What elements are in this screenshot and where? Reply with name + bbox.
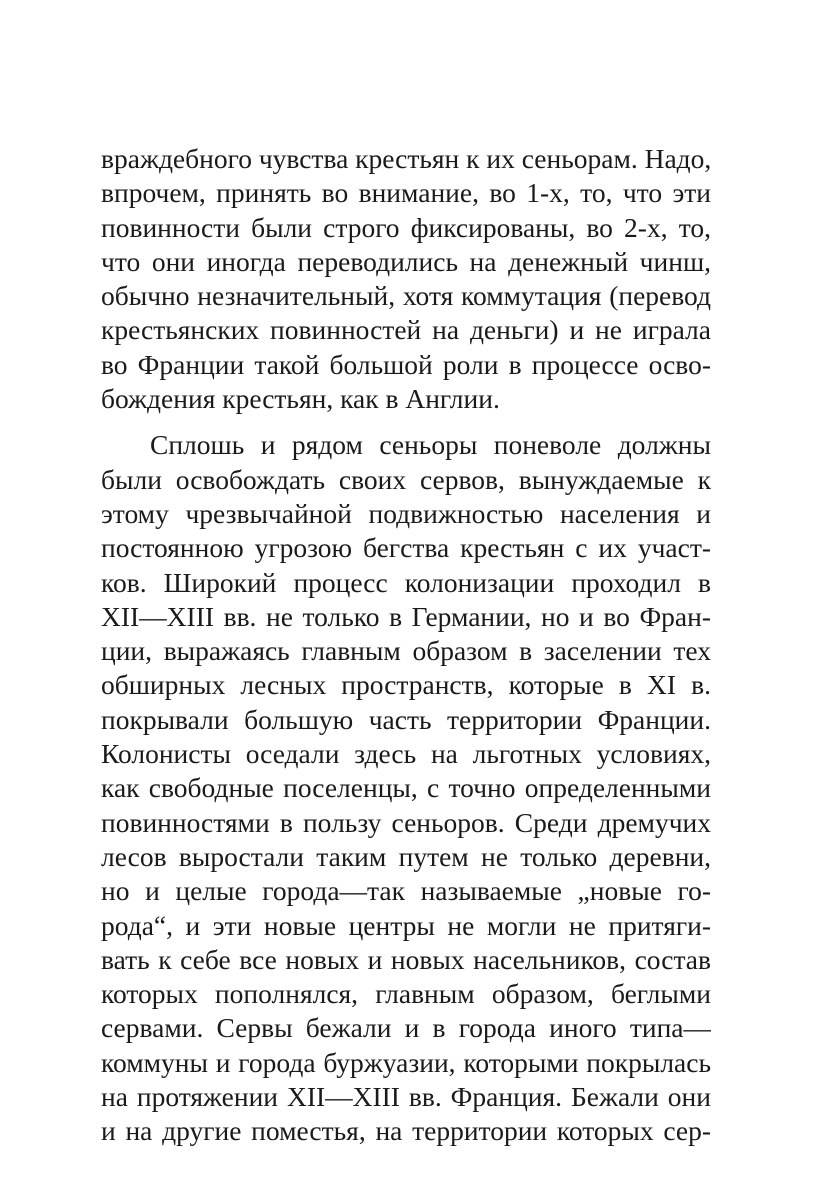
text-line: но и целые города—так называемые „новые го- (101, 875, 711, 907)
text-line: покрывали большую часть территории Франции. (101, 703, 711, 735)
text-line: рода“, и эти новые центры не могли не притяги- (101, 909, 711, 941)
text-line: на протяжении XII—XIII вв. Франция. Бежали они (101, 1081, 711, 1113)
paragraph-1 (101, 142, 711, 416)
text-line: были освобождать своих сервов, вынуждаемые к (101, 463, 711, 495)
text-line: враждебного чувства крестьян к их сеньорам. Надо, (101, 143, 711, 174)
text-line: этому чрезвычайной подвижностью населения и (101, 497, 711, 529)
text-line: повинностями в пользу сеньоров. Среди дремучих (101, 806, 711, 838)
text-line: обычно незначительный, хотя коммутация (перевод (101, 280, 711, 312)
text-line: сервами. Сервы бежали и в города иного типа— (101, 1012, 711, 1044)
text-line: вать к себе все новых и новых насельников, состав (101, 943, 711, 975)
text-line: постоянною угрозою бегства крестьян с их участ- (101, 532, 711, 564)
text-line: повинности были строго фиксированы, во 2-х, то, (101, 211, 711, 243)
text-line: и на другие поместья, на территории которых сер- (101, 1115, 711, 1147)
text-line: которых пополнялся, главным образом, беглыми (101, 978, 711, 1010)
text-line: как свободные поселенцы, с точно определенными (101, 772, 711, 804)
text-line: крестьянских повинностей на деньги) и не играла (101, 314, 711, 346)
text-line: ков. Широкий процесс колонизации проходил в (101, 566, 711, 598)
text-line: Колонисты оседали здесь на льготных условиях, (101, 738, 711, 770)
paragraph-gap (101, 416, 711, 428)
text-line: коммуны и города буржуазии, которыми покрылась (101, 1046, 711, 1078)
text-line: лесов выростали таким путем не только деревни, (101, 840, 711, 872)
text-line: бождения крестьян, как в Англии. (101, 383, 500, 415)
text-line: что они иногда переводились на денежный чинш, (101, 245, 711, 277)
page-text (101, 142, 711, 1149)
text-line: обширных лесных пространств, которые в XI в. (101, 669, 711, 701)
text-line: Сплошь и рядом сеньоры поневоле должны (150, 429, 711, 461)
paragraph-2 (101, 428, 711, 1148)
text-line: ции, выражаясь главным образом в заселении тех (101, 635, 711, 667)
text-line: во Франции такой большой роли в процессе осво- (101, 348, 711, 380)
text-line: впрочем, принять во внимание, во 1-х, то, что эти (101, 177, 711, 209)
text-line: XII—XIII вв. не только в Германии, но и во Фран- (101, 600, 711, 632)
